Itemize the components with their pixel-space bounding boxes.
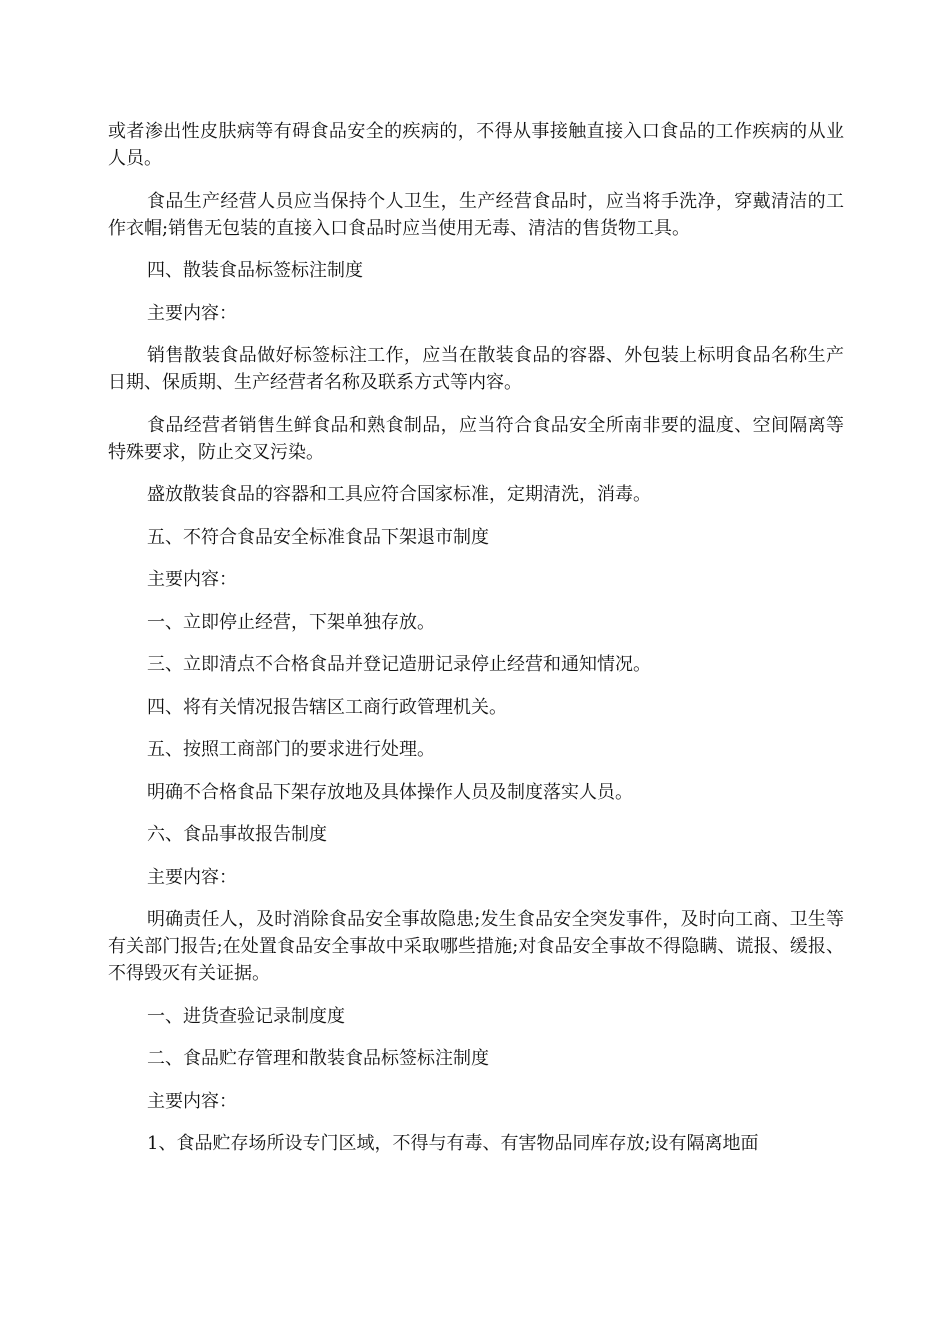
section-heading: 六、食品事故报告制度: [147, 824, 327, 845]
list-item: 五、按照工商部门的要求进行处理。: [147, 739, 435, 760]
content-label: 主要内容：: [147, 569, 237, 590]
paragraph: 或者渗出性皮肤病等有碍食品安全的疾病的，不得从事接触直接入口食品的工作疾病的从业人员。: [108, 121, 844, 169]
document-body: [108, 118, 844, 1173]
section-heading: 四、散装食品标签标注制度: [147, 260, 363, 281]
paragraph: 销售散装食品做好标签标注工作，应当在散装食品的容器、外包装上标明食品名称生产日期、保质期、生产经营者名称及联系方式等内容。: [108, 345, 844, 393]
paragraph: 明确不合格食品下架存放地及具体操作人员及制度落实人员。: [147, 781, 633, 803]
list-item: 一、立即停止经营，下架单独存放。: [147, 611, 435, 633]
section-heading: 五、不符合食品安全标准食品下架退市制度: [147, 526, 489, 548]
content-label: 主要内容：: [147, 1090, 237, 1112]
list-item: 三、立即清点不合格食品并登记造册记录停止经营和通知情况。: [147, 654, 651, 675]
paragraph: 食品经营者销售生鲜食品和熟食制品，应当符合食品安全所南非要的温度、空间隔离等特殊要求，防止交叉污染。: [108, 414, 844, 463]
paragraph: 明确责任人，及时消除食品安全事故隐患;发生食品安全突发事件，及时向工商、卫生等有关部门报告;在处置食品安全事故中采取哪些措施;对食品安全事故不得隐瞒、谎报、缓报、不得毁灭有关证据。: [108, 909, 844, 984]
content-label: 主要内容：: [147, 302, 237, 324]
paragraph: 食品生产经营人员应当保持个人卫生，生产经营食品时，应当将手洗净，穿戴清洁的工作衣帽;销售无包装的直接入口食品时应当使用无毒、清洁的售货物工具。: [108, 190, 844, 239]
section-heading: 二、食品贮存管理和散装食品标签标注制度: [147, 1048, 489, 1069]
content-label: 主要内容：: [147, 866, 237, 888]
section-heading: 一、进货查验记录制度度: [147, 1005, 345, 1027]
list-item: 1、食品贮存场所设专门区域，不得与有毒、有害物品同库存放;设有隔离地面: [147, 1133, 759, 1154]
paragraph: 盛放散装食品的容器和工具应符合国家标准，定期清洗，消毒。: [147, 484, 651, 505]
list-item: 四、将有关情况报告辖区工商行政管理机关。: [147, 696, 507, 718]
